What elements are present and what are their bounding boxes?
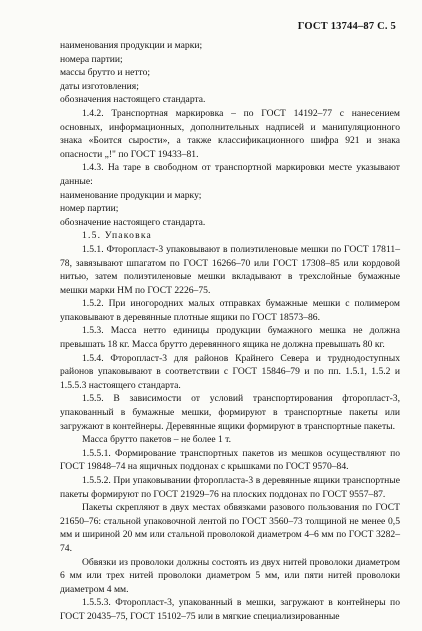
list-item: наименования продукции и марки;	[60, 40, 203, 51]
paragraph-1-5-4: 1.5.4. Фторопласт-3 для районов Крайнего Севера и труднодоступных районов упаковывают в соответствии с ГОСТ 15846–79 и по пп. 1.5.1, 1.5.2 и 1.5.5.3 настоящего стандарта.	[60, 352, 400, 391]
list-item: массы брутто и нетто;	[60, 67, 151, 79]
paragraph-1-5-5-2: 1.5.5.2. При упаковывании фторопласта-3 в деревянные ящики транспортные пакеты формируют по ГОСТ 21929–76 на плоских поддонах по ГОСТ 9557–87.	[60, 475, 400, 500]
paragraph-1-4-3: 1.4.3. На таре в свободном от транспортной маркировки месте указывают данные:	[60, 162, 400, 187]
paragraph-1-5-1: 1.5.1. Фторопласт-3 упаковывают в полиэтиленовые мешки по ГОСТ 17811–78, завязывают шпагатом по ГОСТ 16266–70 или ГОСТ 17308–85 или кордовой нитью, затем полиэтиленовые мешки вкладывают в трехслойные бумажные мешки марки НМ по ГОСТ 2226–75.	[60, 243, 400, 296]
paragraph-1-5-5-1: 1.5.5.1. Формирование транспортных пакетов из мешков осуществляют по ГОСТ 19848–74 на ящичных поддонах с крышками по ГОСТ 9570–84.	[60, 447, 400, 473]
paragraph-wire-ties: Обвязки из проволоки должны состоять из двух нитей проволоки диаметром 6 мм или трех нитей проволоки диаметром 5 мм, или пяти нитей проволоки диаметром 4 мм.	[60, 556, 400, 595]
document-body	[60, 39, 400, 624]
paragraph-1-5-2: 1.5.2. При иногородних малых отправках бумажные мешки с полимером упаковывают в деревянные плотные ящики по ГОСТ 18573–86.	[60, 298, 400, 323]
paragraph-1-4-2: 1.4.2. Транспортная маркировка – по ГОСТ 14192–77 с нанесением основных, информационных, дополнительных надписей и манипуляционного знака «Боится сырости», а также классификационного шифра 921 и знака опасности „!" по ГОСТ 19433–81.	[60, 107, 400, 160]
paragraph-1-5-3: 1.5.3. Масса нетто единицы продукции бумажного мешка не должна превышать 18 кг. Масса брутто деревянного ящика не должна превышать 80 кг.	[60, 325, 400, 351]
list-item: номера партии;	[60, 53, 123, 65]
list-item: обозначение настоящего стандарта.	[60, 216, 206, 228]
list-item: номер партии;	[60, 203, 119, 215]
list-item: наименование продукции и марку;	[60, 189, 202, 201]
list-item: даты изготовления;	[60, 80, 139, 92]
paragraph-strapping: Пакеты скрепляют в двух местах обвязками разового пользования по ГОСТ 21650–76: стальной упаковочной лентой по ГОСТ 3560–73 толщиной не менее 0,5 мм и шириной 20 мм или стальной проволокой диаметром 4–6 мм по ГОСТ 3282–74.	[60, 502, 400, 554]
section-heading-1-5: 1.5. Упаковка	[82, 230, 153, 242]
list-item: обозначения настоящего стандарта.	[60, 94, 206, 106]
page-header: ГОСТ 13744–87 С. 5	[297, 21, 396, 32]
paragraph-1-5-5: 1.5.5. В зависимости от условий транспортирования фторопласт-3, упакованный в бумажные мешки, формируют в транспортные пакеты или загружают в контейнеры. Деревянные ящики формируют в транспортные пакеты.	[60, 393, 400, 432]
paragraph-gross-mass: Масса брутто пакетов – не более 1 т.	[82, 434, 232, 446]
paragraph-1-5-5-3: 1.5.5.3. Фторопласт-3, упакованный в мешки, загружают в контейнеры по ГОСТ 20435–75, ГОСТ 15102–75 или в мягкие специализированные	[60, 597, 400, 622]
